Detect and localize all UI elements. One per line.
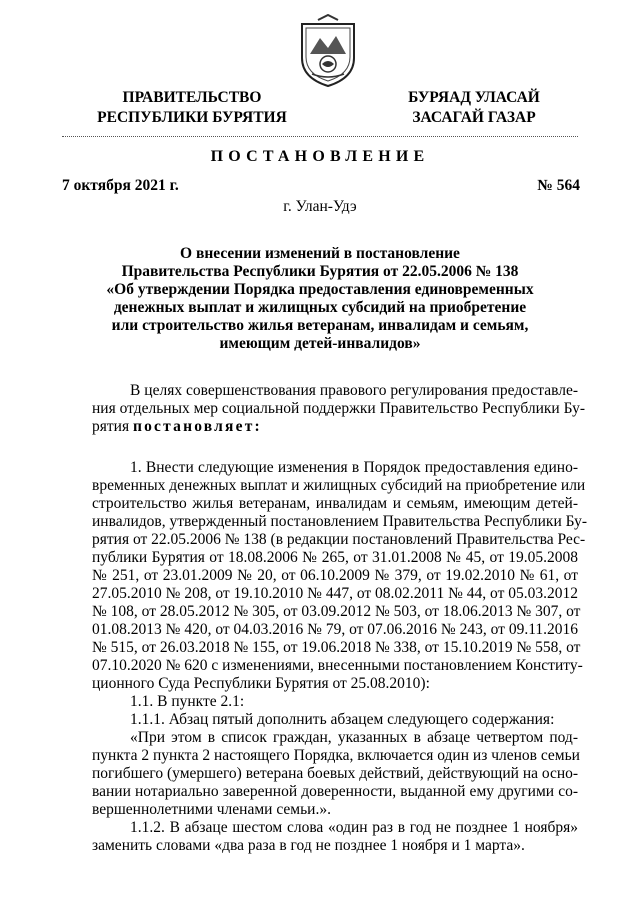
paragraph-line: публики Бурятия от 18.08.2006 № 265, от 31.01.2008 № 45, от 19.05.2008	[92, 549, 578, 566]
paragraph-line: № 515, от 26.03.2018 № 155, от 19.06.2018 № 338, от 15.10.2019 № 558, от	[92, 639, 581, 656]
issuer-name-russian	[84, 88, 300, 128]
item-1-1-2-line: заменить словами «два раза в год не позднее 1 ноября и 1 марта».	[92, 837, 525, 854]
paragraph-line: рятия от 22.05.2006 № 138 (в редакции постановлений Правительства Рес-	[92, 531, 586, 548]
quote-line: погибшего (умершего) ветерана боевых действий, действующий на осно-	[92, 765, 579, 782]
quote-line: вершеннолетними членами семьи.».	[92, 801, 331, 818]
issuer-line-2: РЕСПУБЛИКИ БУРЯТИЯ	[97, 109, 287, 126]
header-divider	[62, 136, 578, 137]
document-number: № 564	[537, 177, 580, 194]
title-line: денежных выплат и жилищных субсидий на приобретение	[113, 299, 527, 316]
paragraph-line: В целях совершенствования правового регулирования предоставле-	[130, 382, 578, 399]
paragraph-line	[92, 418, 578, 436]
quote-line: пункта 2 пункта 2 настоящего Порядка, включается один из членов семьи	[92, 747, 580, 764]
issuer-buryat-line-1: БУРЯАД УЛАСАЙ	[408, 89, 540, 106]
paragraph-line: инвалидов, утвержденный постановлением Правительства Республики Бу-	[92, 513, 588, 530]
paragraph-line: № 251, от 23.01.2009 № 20, от 06.10.2009 № 379, от 19.02.2010 № 61, от	[92, 567, 578, 584]
document-date: 7 октября 2021 г.	[62, 177, 179, 194]
title-line: имеющим детей-инвалидов»	[219, 335, 421, 352]
paragraph-line: строительство жилья ветеранам, инвалидам и семьям, имеющим детей-	[92, 495, 578, 512]
paragraph-line: временных денежных выплат и жилищных субсидий на приобретение или	[92, 477, 586, 494]
paragraph-line: 01.08.2013 № 420, от 04.03.2016 № 79, от 07.06.2016 № 243, от 09.11.2016	[92, 621, 578, 638]
resolve-word: постановляет:	[132, 418, 262, 435]
paragraph-line: 27.05.2010 № 208, от 19.10.2010 № 447, от 08.02.2011 № 44, от 05.03.2012	[92, 585, 578, 602]
quote-line: «При этом в список граждан, указанных в абзаце четвертом под-	[130, 729, 578, 746]
preamble-word: рятия	[92, 418, 130, 435]
item-1-1-1: 1.1.1. Абзац пятый дополнить абзацем следующего содержания:	[130, 711, 555, 728]
preamble-paragraph	[92, 382, 586, 436]
paragraph-line: 1. Внести следующие изменения в Порядок предоставления едино-	[130, 459, 578, 476]
coat-of-arms-emblem	[296, 14, 360, 90]
item-1-1: 1.1. В пункте 2.1:	[130, 693, 245, 710]
quote-line: вании нотариально заверенной доверенности, выданной ему другими со-	[92, 783, 578, 800]
item-1-1-2-line: 1.1.2. В абзаце шестом слова «один раз в год не позднее 1 ноября»	[130, 819, 578, 836]
paragraph-line: 07.10.2020 № 620 с изменениями, внесенными постановлением Конститу-	[92, 657, 583, 674]
paragraph-line: ния отдельных мер социальной поддержки Правительство Республики Бу-	[92, 400, 586, 417]
document-title	[90, 245, 550, 353]
document-city: г. Улан-Удэ	[283, 198, 357, 215]
issuer-buryat-line-2: ЗАСАГАЙ ГАЗАР	[412, 109, 536, 126]
title-line: или строительство жилья ветеранам, инвалидам и семьям,	[111, 317, 529, 334]
title-line: Правительства Республики Бурятия от 22.05.2006 № 138	[121, 263, 519, 280]
issuer-line-1: ПРАВИТЕЛЬСТВО	[122, 89, 262, 106]
document-type: ПОСТАНОВЛЕНИЕ	[210, 148, 430, 165]
title-line: О внесении изменений в постановление	[180, 245, 460, 262]
paragraph-line: № 108, от 28.05.2012 № 305, от 03.09.2012 № 503, от 18.06.2013 № 307, от	[92, 603, 581, 620]
item-1-paragraph	[92, 459, 588, 855]
title-line: «Об утверждении Порядка предоставления единовременных	[106, 281, 534, 298]
paragraph-line: ционного Суда Республики Бурятия от 25.08.2010):	[92, 675, 430, 692]
issuer-name-buryat	[384, 88, 564, 128]
